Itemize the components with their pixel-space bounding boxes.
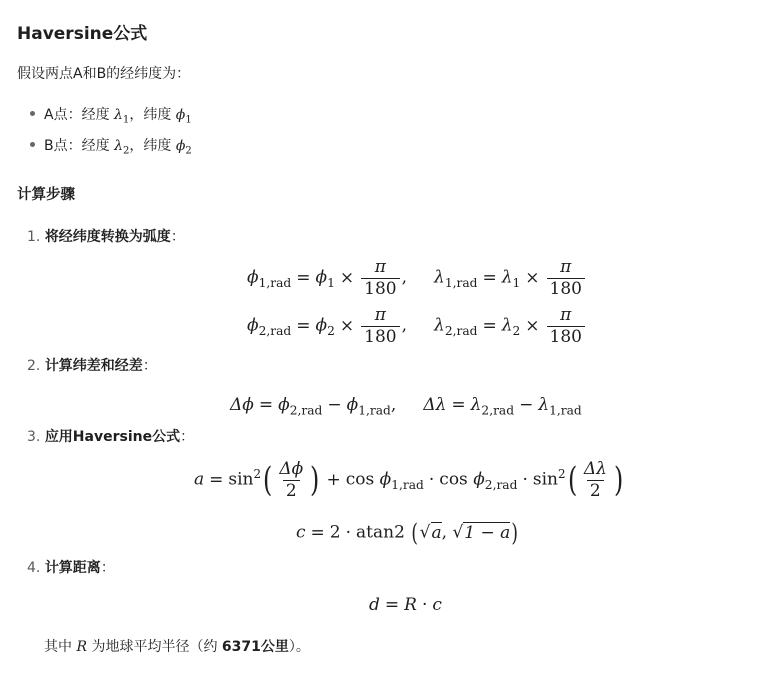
section-heading: 计算步骤 — [17, 187, 75, 203]
bullet-icon — [30, 111, 35, 116]
step-1: 1. 将经纬度转换为弧度： — [27, 229, 185, 245]
equation-c: c = 2 · atan2 (√a, √1 − a) — [296, 519, 519, 547]
list-item-point-b: B点：经度 $\lambda_2$，纬度 $\phi_2$ — [30, 135, 192, 157]
equation-distance: d = R · c — [369, 595, 442, 615]
footer-note: 其中 R 为地球平均半径（约 6371公里）。 — [44, 639, 310, 655]
equation-rad-2: $\phi_{2,rad} = \phi_2$ × $\frac{\pi}{180}$ , $\lambda_{2,rad} = \lambda_2$ × $\frac{\pi}{180}$ — [247, 306, 587, 346]
equation-rad-1: $\phi_{1,rad} = \phi_1$ × $\frac{\pi}{180}$ , $\lambda_{1,rad} = \lambda_1$ × $\frac{\pi}{180}$ — [247, 258, 587, 298]
step-3: 3. 应用Haversine公式： — [27, 429, 195, 445]
list-item-point-a: A点：经度 $\lambda_1$，纬度 $\phi_1$ — [30, 104, 192, 126]
equation-delta: $\Delta\phi = \phi_{2,rad} - \phi_{1,rad}$, $\Delta\lambda = \lambda_{2,rad} - \lambda_{1,rad}$ — [230, 395, 582, 418]
bullet-icon — [30, 142, 35, 147]
step-2: 2. 计算纬差和经差： — [27, 358, 157, 374]
intro-text: 假设两点A和B的经纬度为： — [17, 66, 191, 82]
page-title: Haversine公式 — [17, 24, 148, 44]
step-4: 4. 计算距离： — [27, 560, 115, 576]
equation-haversine: $a = \sin^2$( $\frac{\Delta\phi}{2}$ ) + $\cos \phi_{1,rad} \cdot \cos \phi_{2,rad} \cdot \sin^2$( $\frac{\Delta\lambda}{2}$ ) — [194, 459, 624, 501]
